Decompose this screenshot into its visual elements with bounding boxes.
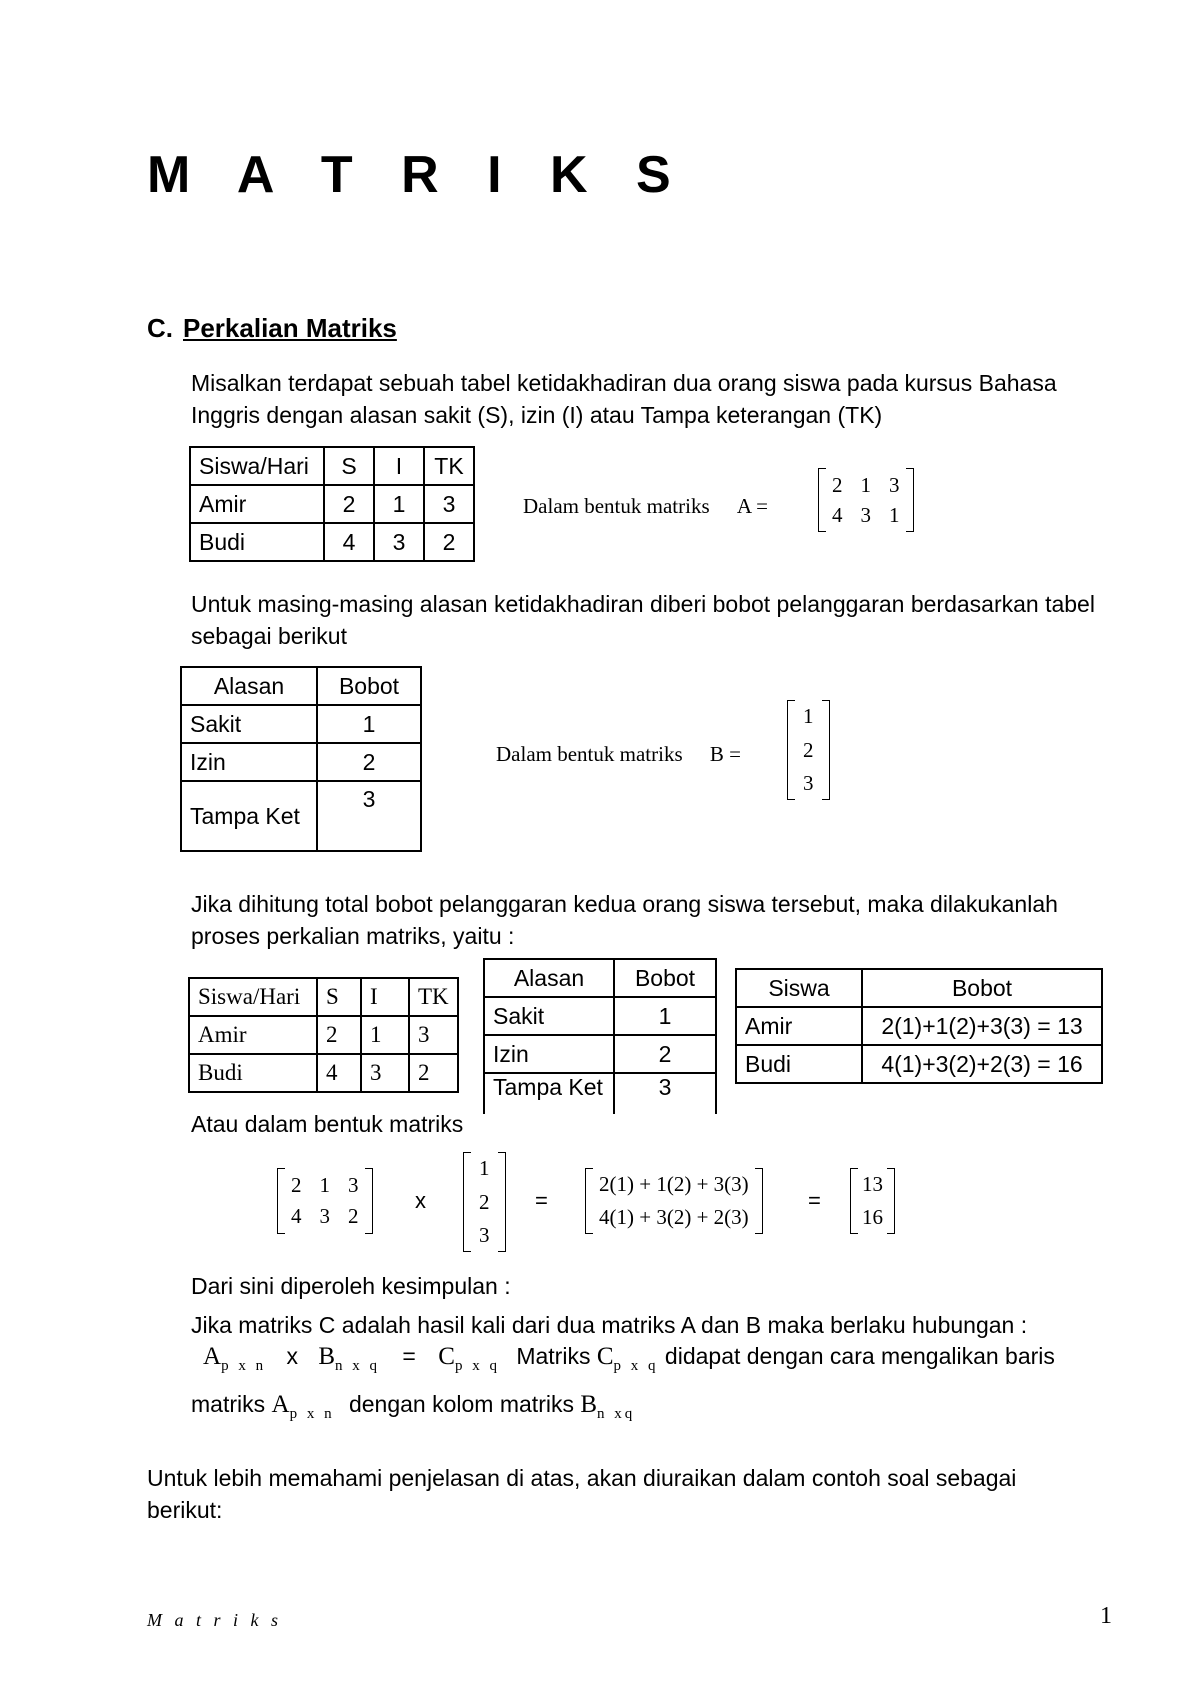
table-cell: TK bbox=[409, 978, 458, 1016]
section-letter: C. bbox=[147, 313, 173, 343]
formula-operator: = bbox=[402, 1343, 416, 1369]
table-cell: TK bbox=[424, 447, 474, 485]
paragraph-closing: Untuk lebih memahami penjelasan di atas, akan diuraikan dalam contoh soal sebagai berikut: bbox=[147, 1465, 1017, 1523]
table-header-row bbox=[484, 959, 716, 997]
table-cell: Tampa Ket bbox=[484, 1073, 614, 1114]
matrix-entry: 2 bbox=[348, 1204, 359, 1228]
table-row bbox=[736, 1045, 1102, 1083]
table-cell: 3 bbox=[317, 781, 421, 851]
table-cell: Bobot bbox=[862, 969, 1102, 1007]
table-cell: 2 bbox=[317, 1016, 361, 1054]
formula-subscript: p x q bbox=[613, 1358, 659, 1374]
paragraph-weights: Untuk masing-masing alasan ketidakhadiran diberi bobot pelanggaran berdasarkan tabel sebagai berikut bbox=[191, 591, 1095, 649]
formula-subscript: n xq bbox=[597, 1406, 636, 1422]
table-cell: 2 bbox=[317, 743, 421, 781]
times-sign: x bbox=[415, 1188, 426, 1213]
table-row bbox=[190, 485, 474, 523]
matrix-entry: 16 bbox=[862, 1205, 883, 1229]
table-cell: Izin bbox=[484, 1035, 614, 1073]
matrix-entry: 1 bbox=[860, 472, 871, 497]
table-cell: Bobot bbox=[614, 959, 716, 997]
matrix-entry: 3 bbox=[479, 1223, 490, 1247]
table-cell: Bobot bbox=[317, 667, 421, 705]
table-cell: Siswa/Hari bbox=[189, 978, 317, 1016]
formula-symbol: B bbox=[580, 1391, 598, 1418]
matrix-entry: 1 bbox=[803, 704, 814, 728]
table-cell: I bbox=[361, 978, 409, 1016]
table-cell: S bbox=[317, 978, 361, 1016]
result-table bbox=[735, 968, 1103, 1084]
formula-text: dengan kolom matriks bbox=[348, 1391, 574, 1417]
table-cell: 2(1)+1(2)+3(3) = 13 bbox=[862, 1007, 1102, 1045]
matrix-entry: 2(1) + 1(2) + 3(3) bbox=[599, 1172, 749, 1196]
matrix-a-caption bbox=[523, 494, 768, 519]
page-title: M A T R I K S bbox=[147, 146, 688, 204]
paragraph-intro: Misalkan terdapat sebuah tabel ketidakhadiran dua orang siswa pada kursus Bahasa Inggris dengan alasan sakit (S), izin (I) atau Tampa keterangan (TK) bbox=[191, 370, 1057, 428]
table-cell: 3 bbox=[361, 1054, 409, 1092]
table-cell: Budi bbox=[190, 523, 324, 561]
formula-symbol: C bbox=[438, 1343, 455, 1370]
footer-title: M a t r i k s bbox=[147, 1610, 282, 1630]
matrix-b-caption bbox=[496, 742, 741, 767]
formula-symbol: C bbox=[596, 1343, 614, 1370]
matrix-entry: 3 bbox=[803, 771, 814, 795]
table-cell: 3 bbox=[409, 1016, 458, 1054]
table-cell: 4(1)+3(2)+2(3) = 16 bbox=[862, 1045, 1102, 1083]
table-cell: 4 bbox=[324, 523, 374, 561]
formula-symbol: A bbox=[271, 1391, 290, 1418]
paragraph-rule: Jika matriks C adalah hasil kali dari dua matriks A dan B maka berlaku hubungan : bbox=[191, 1312, 1028, 1338]
formula-operator: x bbox=[286, 1343, 298, 1369]
formula-line-2 bbox=[191, 1388, 635, 1424]
table-cell: 2 bbox=[614, 1035, 716, 1073]
table-row bbox=[189, 1016, 458, 1054]
matrix-entry: 3 bbox=[319, 1204, 330, 1228]
table-header-row bbox=[189, 978, 458, 1016]
absence-table bbox=[189, 446, 475, 562]
matrix-entry: 13 bbox=[862, 1172, 883, 1196]
page-number: 1 bbox=[1100, 1603, 1112, 1629]
table-cell: Izin bbox=[181, 743, 317, 781]
matrix-a bbox=[818, 468, 914, 532]
matrix-b bbox=[787, 700, 830, 800]
matrix-entry: 3 bbox=[889, 472, 900, 497]
formula-subscript: p x n bbox=[221, 1358, 267, 1374]
table-cell: Amir bbox=[189, 1016, 317, 1054]
matrix-entry: 4(1) + 3(2) + 2(3) bbox=[599, 1205, 749, 1229]
formula-subscript: p x n bbox=[289, 1406, 335, 1422]
matrix-entry: 3 bbox=[860, 502, 871, 527]
matrix-entry: 4 bbox=[832, 502, 843, 527]
table-cell: Siswa bbox=[736, 969, 862, 1007]
table-cell: 2 bbox=[424, 523, 474, 561]
formula-symbol: A bbox=[203, 1343, 222, 1370]
table-cell: Amir bbox=[736, 1007, 862, 1045]
table-row bbox=[736, 1007, 1102, 1045]
matrix-entry: 2 bbox=[803, 737, 814, 762]
formula-subscript: n x q bbox=[335, 1358, 381, 1374]
table-cell: 3 bbox=[374, 523, 424, 561]
small-absence-table bbox=[188, 977, 459, 1093]
table-cell: Amir bbox=[190, 485, 324, 523]
equals-sign: = bbox=[808, 1188, 821, 1213]
eq-matrix-a bbox=[277, 1168, 373, 1234]
table-cell: Sakit bbox=[181, 705, 317, 743]
paragraph-matrix-form: Atau dalam bentuk matriks bbox=[191, 1111, 464, 1137]
table-row bbox=[181, 743, 421, 781]
table-cell: Siswa/Hari bbox=[190, 447, 324, 485]
matrix-caption: Dalam bentuk matriks bbox=[523, 494, 710, 518]
matrix-entry: 2 bbox=[291, 1173, 302, 1197]
paragraph-conclusion: Dari sini diperoleh kesimpulan : bbox=[191, 1273, 511, 1299]
matrix-entry: 1 bbox=[889, 502, 900, 527]
table-cell: Alasan bbox=[181, 667, 317, 705]
table-header-row bbox=[736, 969, 1102, 1007]
table-row bbox=[484, 1073, 716, 1114]
matrix-entry: 1 bbox=[319, 1173, 330, 1197]
matrix-entry: 4 bbox=[291, 1204, 302, 1228]
table-cell: 3 bbox=[614, 1073, 716, 1114]
matrix-label: A = bbox=[736, 494, 768, 518]
matrix-entry: 2 bbox=[832, 472, 843, 497]
formula-subscript: p x q bbox=[454, 1358, 500, 1374]
table-row bbox=[189, 1054, 458, 1092]
formula-line bbox=[203, 1340, 1055, 1376]
table-cell: Budi bbox=[189, 1054, 317, 1092]
table-cell: 1 bbox=[374, 485, 424, 523]
small-weight-table bbox=[483, 958, 717, 1114]
matrix-entry: 1 bbox=[479, 1156, 490, 1180]
table-header-row bbox=[181, 667, 421, 705]
formula-symbol: B bbox=[318, 1343, 336, 1370]
eq-matrix-product bbox=[585, 1168, 763, 1234]
table-cell: 3 bbox=[424, 485, 474, 523]
table-cell: Sakit bbox=[484, 997, 614, 1035]
eq-matrix-b bbox=[463, 1152, 506, 1252]
table-header-row bbox=[190, 447, 474, 485]
matrix-entry: 3 bbox=[348, 1173, 359, 1197]
table-row bbox=[181, 781, 421, 851]
paragraph-calculation: Jika dihitung total bobot pelanggaran kedua orang siswa tersebut, maka dilakukanlah proses perkalian matriks, yaitu : bbox=[191, 891, 1058, 949]
formula-text: matriks bbox=[191, 1391, 266, 1417]
table-cell: 4 bbox=[317, 1054, 361, 1092]
table-cell: 1 bbox=[614, 997, 716, 1035]
table-cell: Budi bbox=[736, 1045, 862, 1083]
matrix-entry: 2 bbox=[479, 1189, 490, 1214]
table-row bbox=[484, 997, 716, 1035]
equals-sign: = bbox=[535, 1188, 548, 1213]
section-title: Perkalian Matriks bbox=[183, 313, 397, 343]
table-cell: Tampa Ket bbox=[181, 781, 317, 851]
weight-table bbox=[180, 666, 422, 852]
table-row bbox=[484, 1035, 716, 1073]
table-cell: 2 bbox=[409, 1054, 458, 1092]
table-row bbox=[181, 705, 421, 743]
table-cell: 1 bbox=[317, 705, 421, 743]
eq-matrix-result bbox=[850, 1168, 895, 1234]
section-heading bbox=[147, 313, 397, 344]
matrix-caption: Dalam bentuk matriks bbox=[496, 742, 683, 766]
table-cell: I bbox=[374, 447, 424, 485]
table-row bbox=[190, 523, 474, 561]
formula-text: didapat dengan cara mengalikan baris bbox=[664, 1343, 1055, 1369]
table-cell: 1 bbox=[361, 1016, 409, 1054]
table-cell: 2 bbox=[324, 485, 374, 523]
table-cell: Alasan bbox=[484, 959, 614, 997]
table-cell: S bbox=[324, 447, 374, 485]
matrix-label: B = bbox=[709, 742, 741, 766]
formula-text: Matriks bbox=[516, 1343, 591, 1369]
